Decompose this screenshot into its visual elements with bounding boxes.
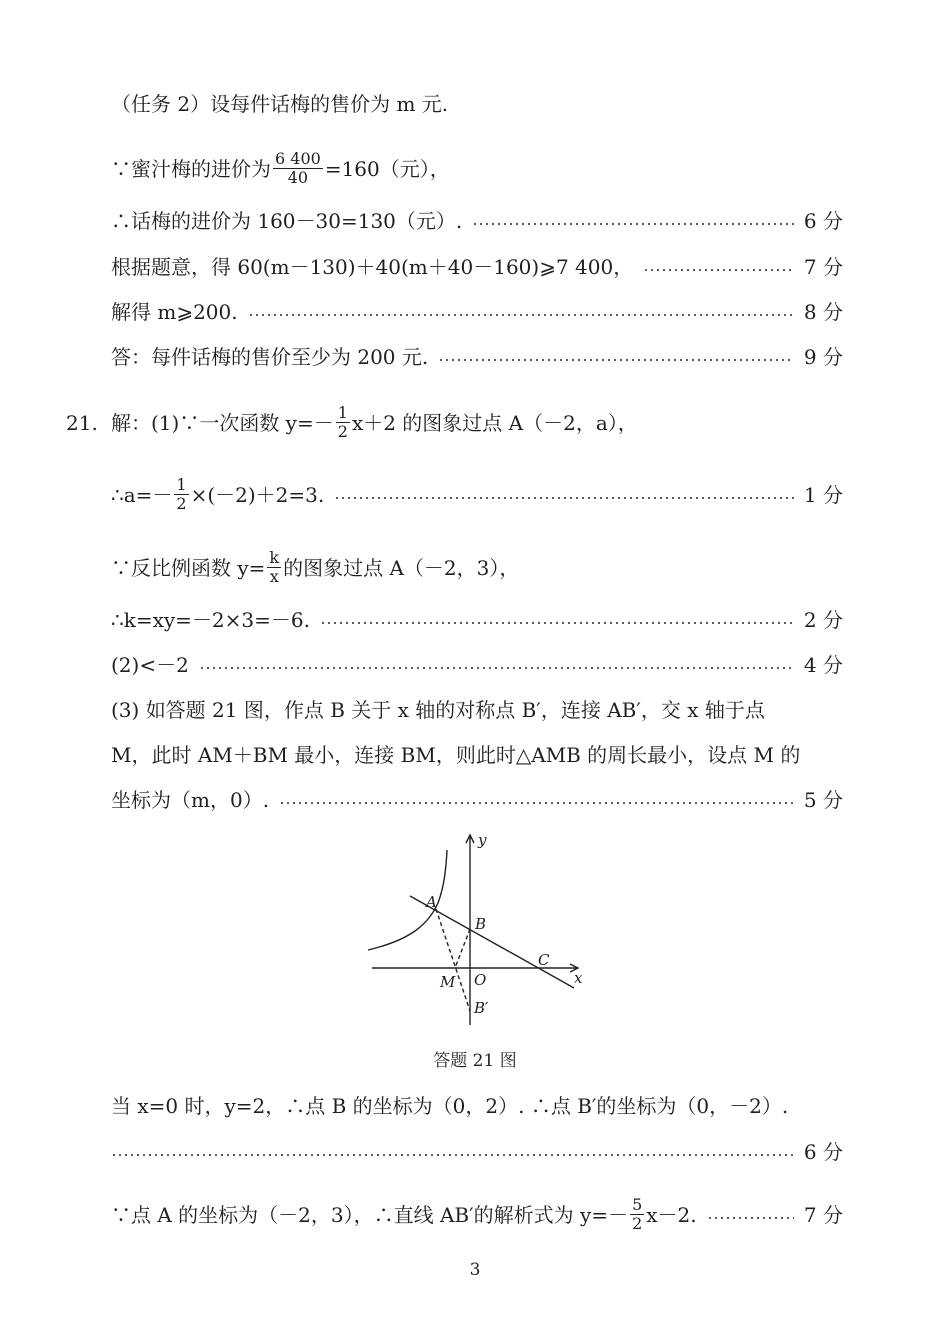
fraction-denominator: 2 [176, 494, 187, 513]
score-label: 6 分 [803, 1140, 843, 1164]
task2-line-2-post: =160（元）， [324, 156, 450, 181]
q21-line-9-text: 当 x=0 时，y=2，∴点 B 的坐标为（0，2）. ∴点 B′的坐标为（0，－2）. [111, 1094, 789, 1118]
dot-leader [199, 667, 794, 669]
task2-line-1-text: （任务 2）设每件话梅的售价为 m 元. [111, 92, 449, 116]
score-label: 4 分 [803, 653, 843, 677]
fraction-denominator: x [269, 567, 279, 586]
q21-line-3 [111, 549, 519, 586]
label-y: y [478, 831, 487, 849]
fraction-denominator: 2 [632, 1214, 643, 1233]
q21-line-2-pre: ∴a=－ [111, 482, 173, 507]
q21-line-4 [111, 607, 843, 633]
fraction-numerator: 6 400 [275, 149, 321, 168]
task2-line-3-text: ∴话梅的进价为 160－30=130（元）. [111, 209, 463, 233]
q21-line-11-post: x－2. [646, 1202, 697, 1227]
score-label: 7 分 [803, 255, 843, 279]
fraction [630, 1196, 644, 1233]
score-label: 5 分 [803, 788, 843, 812]
q21-line-11-pre: ∵点 A 的坐标为（－2，3），∴直线 AB′的解析式为 y=－ [111, 1202, 629, 1227]
dot-leader [279, 802, 794, 804]
fraction [267, 549, 281, 586]
score-label: 6 分 [803, 209, 843, 233]
q21-line-7-text: M，此时 AM＋BM 最小，连接 BM，则此时△AMB 的周长最小，设点 M 的 [111, 743, 801, 767]
dot-leader [472, 223, 794, 225]
task2-line-4 [111, 254, 843, 280]
q21-line-7 [111, 742, 800, 768]
q21-line-3-pre: ∵反比例函数 y= [111, 555, 266, 580]
task2-line-2-pre: ∵蜜汁梅的进价为 [111, 156, 271, 181]
fraction-denominator: 2 [337, 422, 348, 441]
label-x: x [574, 969, 583, 987]
dot-leader [438, 359, 794, 361]
label-b-prime: B′ [474, 999, 489, 1017]
score-label: 7 分 [803, 1202, 843, 1227]
score-label: 1 分 [803, 482, 843, 507]
q21-line-2 [111, 476, 843, 513]
dot-leader [320, 622, 794, 624]
q21-line-4-text: ∴k=xy=－2×3=－6. [111, 608, 310, 632]
q21-line-5 [111, 652, 843, 678]
fraction [174, 476, 188, 513]
score-label: 9 分 [803, 345, 843, 369]
dot-leader [248, 314, 794, 316]
task2-line-5-text: 解得 m⩾200. [111, 300, 238, 324]
fraction-numerator: 1 [176, 475, 187, 494]
label-c: C [538, 951, 550, 969]
task2-line-6-text: 答：每件话梅的售价至少为 200 元. [111, 345, 429, 369]
label-a: A [426, 893, 437, 911]
task2-line-1 [111, 91, 448, 117]
dot-leader [334, 497, 794, 499]
fraction-numerator: k [269, 548, 280, 567]
dashed-line-a-bprime [436, 909, 470, 1011]
q21-line-5-text: (2)<－2 [111, 653, 189, 677]
dashed-line-b-m [455, 929, 470, 968]
q21-line-3-post: 的图象过点 A（－2，3）， [283, 555, 520, 580]
dot-leader [643, 269, 794, 271]
score-label: 2 分 [803, 608, 843, 632]
label-m: M [440, 973, 456, 991]
dot-leader [111, 1154, 794, 1156]
fraction [273, 150, 323, 187]
fraction-denominator: 40 [287, 168, 309, 187]
score-label: 8 分 [803, 300, 843, 324]
answer-figure-21 [360, 825, 600, 1030]
q21-line-1-pre: 解：(1)∵一次函数 y=－ [111, 410, 334, 435]
q21-line-1 [66, 404, 638, 441]
q21-line-8 [111, 787, 843, 813]
dot-leader [707, 1217, 794, 1219]
question-number: 21. [66, 410, 98, 435]
q21-line-10 [111, 1139, 843, 1165]
q21-line-9 [111, 1093, 788, 1119]
task2-line-2 [111, 150, 450, 187]
q21-line-6 [111, 697, 765, 723]
figure-caption: 答题 21 图 [433, 1051, 517, 1071]
q21-line-6-text: (3) 如答题 21 图，作点 B 关于 x 轴的对称点 B′，连接 AB′，交 x 轴于点 [111, 698, 765, 722]
q21-line-1-post: x＋2 的图象过点 A（－2，a）， [351, 410, 638, 435]
page-number: 3 [469, 1260, 481, 1280]
task2-line-3 [111, 208, 843, 234]
q21-line-11 [111, 1196, 843, 1233]
fraction-numerator: 1 [337, 403, 348, 422]
fraction [336, 404, 350, 441]
q21-line-2-post: ×(－2)＋2=3. [190, 482, 325, 507]
label-b: B [475, 915, 487, 933]
label-o: O [474, 971, 487, 989]
task2-line-4-text: 根据题意，得 60(m－130)＋40(m＋40－160)⩾7 400， [111, 255, 634, 279]
task2-line-5 [111, 299, 843, 325]
q21-line-8-text: 坐标为（m，0）. [111, 788, 270, 812]
task2-line-6 [111, 344, 843, 370]
fraction-numerator: 5 [632, 1195, 643, 1214]
